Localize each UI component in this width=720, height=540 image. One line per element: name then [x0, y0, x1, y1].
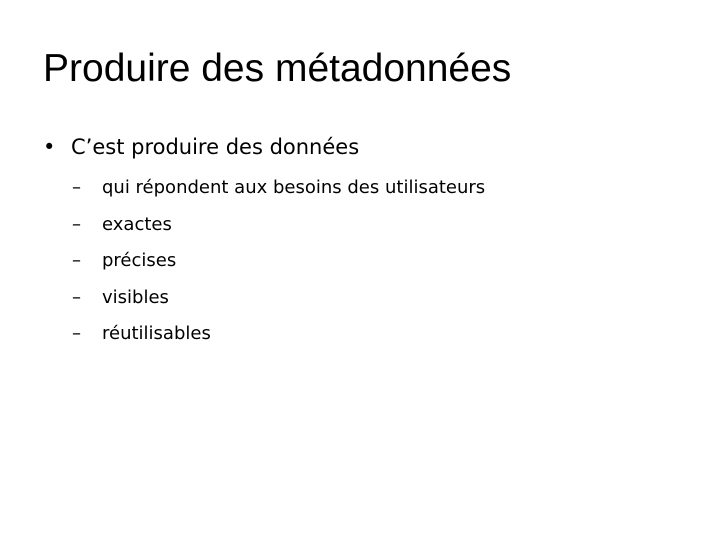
- sub-bullet-text: exactes: [102, 213, 172, 235]
- main-bullet: [43, 132, 359, 162]
- sub-bullet: [72, 284, 485, 321]
- dash-icon: –: [72, 286, 81, 308]
- sub-bullet-text: qui répondent aux besoins des utilisateurs: [102, 177, 486, 198]
- slide-title: Produire des métadonnées: [43, 47, 512, 90]
- main-bullet-list: [43, 132, 359, 162]
- sub-bullet: [72, 211, 485, 248]
- dash-icon: –: [72, 250, 81, 271]
- sub-bullet: [72, 174, 485, 211]
- sub-bullet-list: [72, 174, 485, 357]
- dash-icon: –: [72, 323, 81, 344]
- sub-bullet-text: précises: [102, 250, 177, 271]
- sub-bullet-text: visibles: [102, 286, 169, 308]
- dash-icon: –: [72, 213, 81, 235]
- sub-bullet-text: réutilisables: [102, 323, 211, 344]
- sub-bullet: [72, 320, 485, 357]
- main-bullet-text: C’est produire des données: [71, 135, 360, 159]
- bullet-dot-icon: •: [43, 135, 56, 159]
- dash-icon: –: [72, 177, 81, 198]
- sub-bullet: [72, 247, 485, 284]
